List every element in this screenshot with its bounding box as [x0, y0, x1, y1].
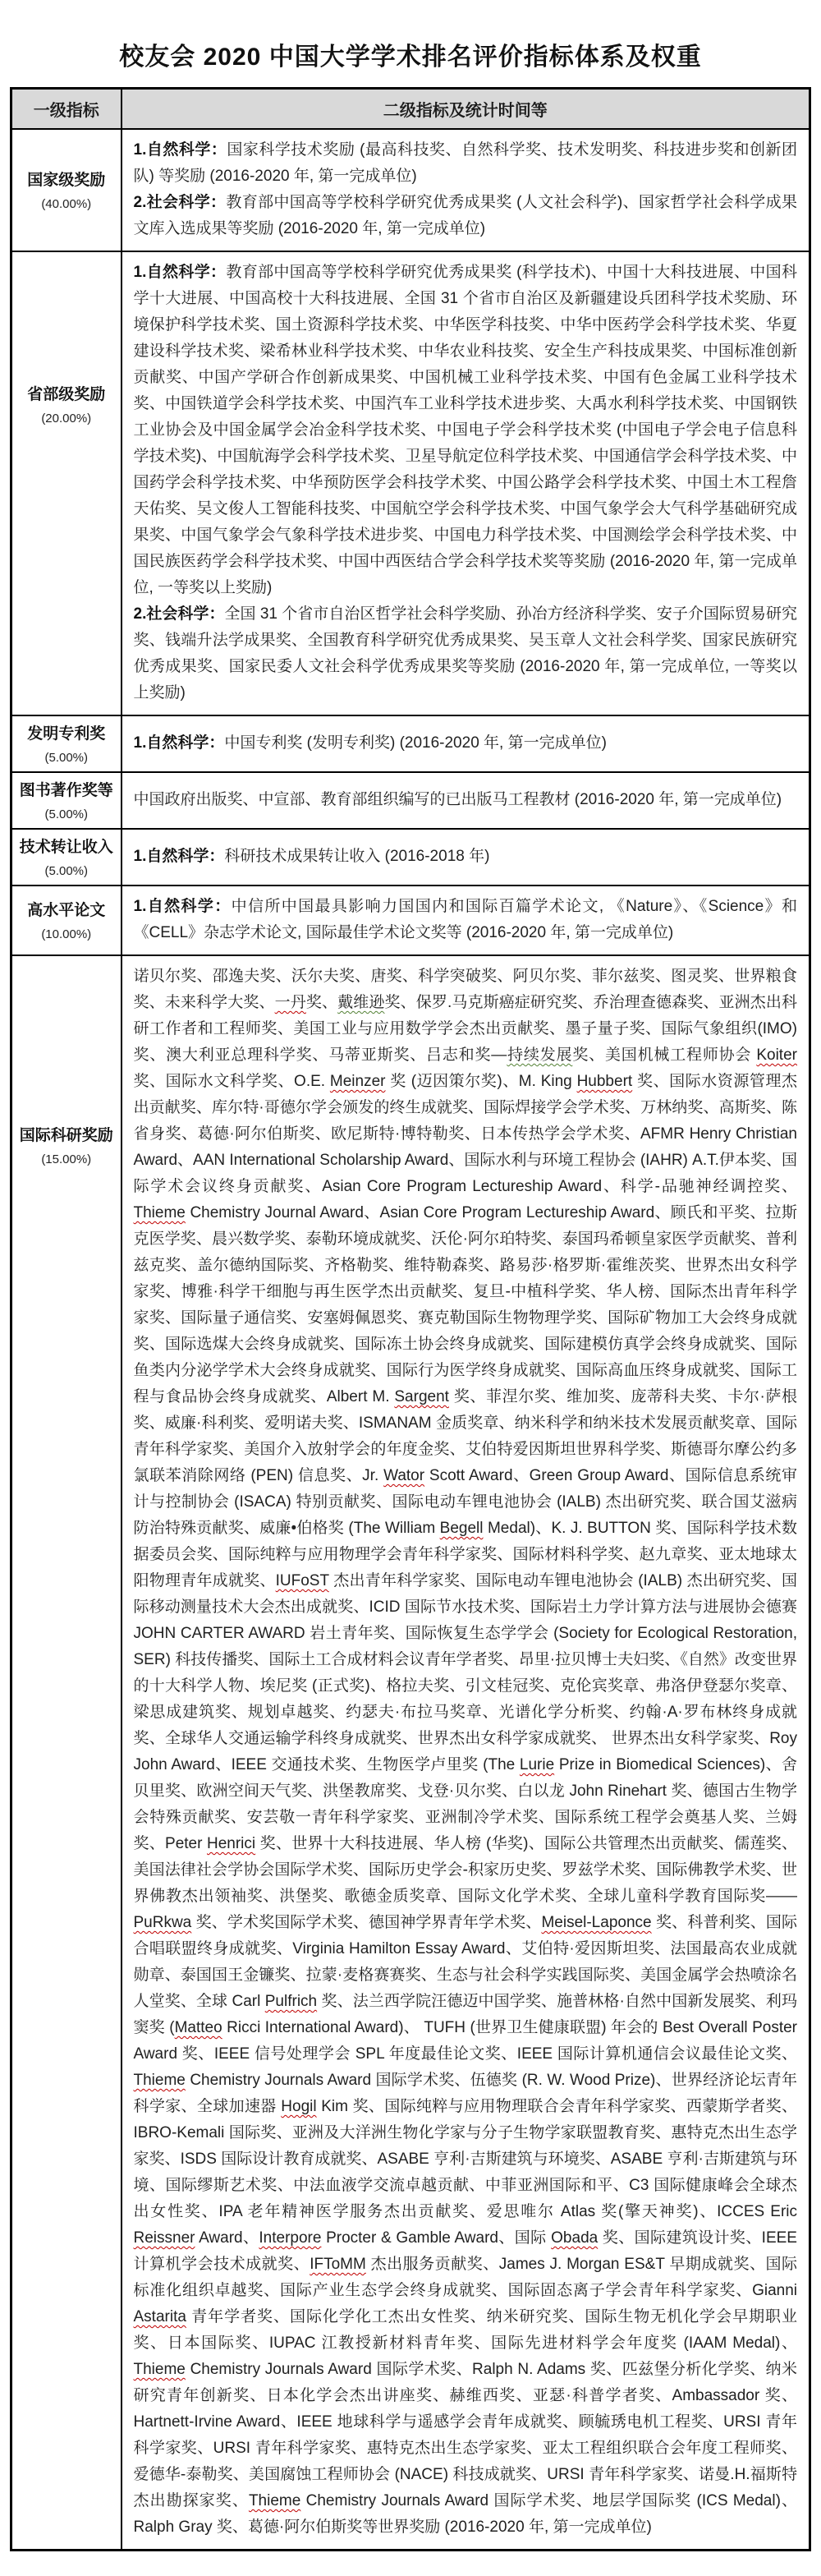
page-title: 校友会 2020 中国大学学术排名评价指标体系及权重: [119, 44, 702, 71]
item-category-prefix: 1.自然科学：: [133, 734, 225, 752]
table-row: [11, 715, 810, 772]
table-row: [11, 955, 810, 2551]
row-label: 图书著作奖等: [19, 782, 113, 799]
item-text: 国家科学技术奖励 (最高科技奖、自然科学奖、技术发明奖、科技进步奖和创新团队) 等奖励 (2016-2020 年, 第一完成单位): [133, 141, 797, 185]
item-category-prefix: 2.社会科学：: [133, 605, 225, 623]
indicator-item: [134, 260, 798, 601]
col-header-level2: 二级指标及统计时间等: [122, 89, 810, 130]
row-label: 国家级奖励: [27, 172, 106, 189]
row-weight: (10.00%): [41, 927, 92, 941]
item-text: 科研技术成果转让收入 (2016-2018 年): [224, 848, 490, 865]
row-label: 省部级奖励: [27, 386, 106, 403]
row-label-cell: [11, 772, 122, 829]
row-content: [122, 886, 810, 955]
row-content: [122, 251, 810, 715]
indicator-item: [134, 964, 798, 2541]
indicator-item: [134, 190, 798, 242]
indicator-item: [134, 894, 798, 946]
row-weight: (20.00%): [41, 412, 92, 426]
item-text: 教育部中国高等学校科学研究优秀成果奖 (人文社会科学)、国家哲学社会科学成果文库入选成果等奖励 (2016-2020 年, 第一完成单位): [133, 194, 797, 237]
item-category-prefix: 1.自然科学：: [133, 264, 227, 281]
indicator-item: [134, 137, 798, 190]
indicator-item: [134, 730, 798, 757]
row-content: [122, 772, 810, 829]
indicator-item: [134, 844, 798, 870]
item-category-prefix: 1.自然科学：: [133, 141, 227, 159]
item-text: 诺贝尔奖、邵逸夫奖、沃尔夫奖、唐奖、科学突破奖、阿贝尔奖、菲尔兹奖、图灵奖、世界粮食奖、未来科学大奖、一丹奖、戴维逊奖、保罗.马克斯癌症研究奖、乔治理查德森奖、亚洲杰出科研工作者和工程师奖、美国工业与应用数学学会杰出贡献奖、墨子量子奖、国际气象组织(IMO)奖、澳大利亚总理科学奖、马蒂亚斯奖、吕志和奖—持续发展奖、美国机械工程师协会 Koiter 奖、国际水文科学奖、O.E. Meinzer 奖 (迈因策尔奖)、M. King Hubbert 奖、国际水资源管理杰出贡献奖、库尔特·哥德尔学会颁发的终生成就奖、国际焊接学会学术奖、万林纳奖、高斯奖、陈省身奖、葛德·阿尔伯斯奖、欧尼斯特·博特勒奖、日本传热学会学术奖、AFMR Henry Christian Award、AAN International Scholarship Award、国际水利与环境工程协会 (IAHR) A.T.伊本奖、国际学术会议终身贡献奖、Asian Core Program Lectureship Award、科学-品驰神经调控奖、Thieme Chemistry Journal Award、Asian Core Program Lectureship Award、顾氏和平奖、拉斯克医学奖、晨兴数学奖、泰勒环境成就奖、沃伦·阿尔珀特奖、泰国玛希顿皇家医学贡献奖、普利兹克奖、盖尔德纳国际奖、齐格勒奖、维特勒森奖、路易莎·格罗斯·霍维茨奖、世界杰出女科学家奖、博雅·科学干细胞与再生医学杰出贡献奖、复旦-中植科学奖、华人榜、国际杰出青年科学家奖、国际量子通信奖、安塞姆佩恩奖、赛克勒国际生物物理学奖、国际矿物加工大会终身成就奖、国际选煤大会终身成就奖、国际冻土协会终身成就奖、国际建模仿真学会终身成就奖、国际鱼类内分泌学学术大会终身成就奖、国际行为医学终身成就奖、国际高血压终身成就奖、国际工程与食品协会终身成就奖、Albert M. Sargent 奖、菲涅尔奖、维加奖、庞蒂科夫奖、卡尔·萨根奖、威廉·科利奖、爱明诺夫奖、ISMANAM 金质奖章、纳米科学和纳米技术发展贡献奖章、国际青年科学家奖、美国介入放射学会的年度金奖、艾伯特爱因斯坦世界科学奖、斯德哥尔摩公约多氯联苯消除网络 (PEN) 信息奖、Jr. Wator Scott Award、Green Group Award、国际信息系统审计与控制协会 (ISACA) 特别贡献奖、国际电动车锂电池协会 (IALB) 杰出研究奖、联合国艾滋病防治特殊贡献奖、威廉•伯格奖 (The William Begell Medal)、K. J. BUTTON 奖、国际科学技术数据委员会奖、国际纯粹与应用物理学会青年科学家奖、国际材料科学奖、赵九章奖、亚太地球太阳物理青年成就奖、IUFoST 杰出青年科学家奖、国际电动车锂电池协会 (IALB) 杰出研究奖、国际移动测量技术大会杰出成就奖、ICID 国际节水技术奖、国际岩土力学计算方法与进展协会德赛 JOHN CARTER AWARD 岩土青年奖、国际恢复生态学学会 (Society for Ecological Restoration, SER) 科技传播奖、国际土工合成材料会议青年学者奖、昂里·拉贝博士夫妇奖、《自然》改变世界的十大科学人物、埃尼奖 (正式奖)、格拉夫奖、引文桂冠奖、克伦宾奖章、弗洛伊登瑟尔奖章、梁思成建筑奖、规划卓越奖、约瑟夫·布拉马奖章、光谱化学分析奖、约翰·A·罗布林终身成就奖、全球华人交通运输学科终身成就奖、世界杰出女科学家成就奖、 世界杰出女科学家奖、Roy John Award、IEEE 交通技术奖、生物医学卢里奖 (The Lurie Prize in Biomedical Sciences)、舍贝里奖、欧洲空间天气奖、洪堡教席奖、戈登·贝尔奖、白以龙 John Rinehart 奖、德国古生物学会特殊贡献奖、安芸敬一青年科学家奖、亚洲制冷学术奖、国际系统工程学会奠基人奖、兰姆奖、Peter Henrici 奖、世界十大科技进展、华人榜 (华奖)、国际公共管理杰出贡献奖、儒莲奖、美国法律社会学协会国际学术奖、国际历史学会-积家历史奖、罗兹学术奖、国际佛教学术奖、世界佛教杰出领袖奖、洪堡奖、歌德金质奖章、国际文化学术奖、全球儿童科学教育国际奖——PuRkwa 奖、学术奖国际学术奖、德国神学界青年学术奖、Meisel-Laponce 奖、科普利奖、国际合唱联盟终身成就奖、Virginia Hamilton Essay Award、艾伯特·爱因斯坦奖、法国最高农业成就勋章、泰国国王金镰奖、拉蒙·麦格赛赛奖、生态与社会科学实践国际奖、美国金属学会热喷涂名人堂奖、全球 Carl Pulfrich 奖、法兰西学院汪德迈中国学奖、施普林格·自然中国新发展奖、利玛窦奖 (Matteo Ricci International Award)、 TUFH (世界卫生健康联盟) 年会的 Best Overall Poster Award 奖、IEEE 信号处理学会 SPL 年度最佳论文奖、IEEE 国际计算机通信会议最佳论文奖、Thieme Chemistry Journals Award 国际学术奖、伍德奖 (R. W. Wood Prize)、世界经济论坛青年科学家、全球加速器 Hogil Kim 奖、国际纯粹与应用物理联合会青年科学家奖、西蒙斯学者奖、IBRO-Kemali 国际奖、亚洲及大洋洲生物化学家与分子生物学家联盟教育奖、惠特克杰出生态学家奖、ISDS 国际设计教育成就奖、ASABE 亨利·吉斯建筑与环境奖、ASABE 亨利·吉斯建筑与环境、国际缪斯艺术奖、中法血液学交流卓越贡献、中菲亚洲国际和平、C3 国际健康峰会全球杰出女性奖、IPA 老年精神医学服务杰出贡献奖、爱思唯尔 Atlas 奖(擎天神奖)、ICCES Eric Reissner Award、Interpore Procter & Gamble Award、国际 Obada 奖、国际建筑设计奖、IEEE 计算机学会技术成就奖、IFToMM 杰出服务贡献奖、James J. Morgan ES&T 早期成就奖、国际标准化组织卓越奖、国际产业生态学会终身成就奖、国际固态离子学会青年科学家奖、Gianni Astarita 青年学者奖、国际化学化工杰出女性奖、纳米研究奖、国际生物无机化学会早期职业奖、日本国际奖、IUPAC 江教授新材料青年奖、国际先进材料学会年度奖 (IAAM Medal)、Thieme Chemistry Journals Award 国际学术奖、Ralph N. Adams 奖、匹兹堡分析化学奖、纳米研究青年创新奖、日本化学会杰出讲座奖、赫维西奖、亚瑟·科普学者奖、Ambassador 奖、Hartnett-Irvine Award、IEEE 地球科学与遥感学会青年成就奖、顾毓琇电机工程奖、URSI 青年科学家奖、URSI 青年科学家奖、惠特克杰出生态学家奖、亚太工程组织联合会年度工程师奖、爱德华-泰勒奖、美国腐蚀工程师协会 (NACE) 科技成就奖、URSI 青年科学家奖、诺曼.H.福斯特杰出勘探家奖、Thieme Chemistry Journals Award 国际学术奖、地层学国际奖 (ICS Medal)、Ralph Gray 奖、葛德·阿尔伯斯奖等世界奖励 (2016-2020 年, 第一完成单位): [133, 968, 798, 2536]
row-label-cell: [11, 955, 122, 2551]
table-row: [11, 129, 810, 251]
table-row: [11, 251, 810, 715]
row-weight: (40.00%): [41, 197, 92, 211]
table-row: [11, 829, 810, 886]
row-label-cell: [11, 886, 122, 955]
row-label-cell: [11, 715, 122, 772]
row-content: [122, 715, 810, 772]
col-header-level1: 一级指标: [11, 89, 122, 130]
row-label-cell: [11, 251, 122, 715]
table-row: [11, 772, 810, 829]
item-category-prefix: 1.自然科学：: [133, 848, 225, 865]
row-label: 发明专利奖: [27, 725, 106, 743]
row-label: 国际科研奖励: [19, 1127, 113, 1144]
item-text: 全国 31 个省市自治区哲学社会科学奖励、孙冶方经济科学奖、安子介国际贸易研究奖、钱端升法学成果奖、全国教育科学研究优秀成果奖、吴玉章人文社会科学奖、国家民族研究优秀成果奖、国家民委人文社会科学优秀成果奖等奖励 (2016-2020 年, 第一完成单位, 一等奖以上奖励): [133, 605, 797, 702]
row-label-cell: [11, 829, 122, 886]
row-label-cell: [11, 129, 122, 251]
item-category-prefix: 2.社会科学：: [133, 194, 227, 211]
row-weight: (5.00%): [44, 807, 89, 821]
indicator-table: [10, 87, 811, 2551]
row-content: [122, 129, 810, 251]
item-category-prefix: 1.自然科学：: [133, 898, 232, 915]
table-row: [11, 886, 810, 955]
indicator-item: [134, 787, 798, 813]
row-content: [122, 955, 810, 2551]
row-weight: (5.00%): [44, 751, 89, 765]
row-weight: (15.00%): [41, 1152, 92, 1166]
header-row: [11, 89, 810, 130]
item-text: 教育部中国高等学校科学研究优秀成果奖 (科学技术)、中国十大科技进展、中国科学十大进展、中国高校十大科技进展、全国 31 个省市自治区及新疆建设兵团科学技术奖励、环境保护科学技术奖、国土资源科学技术奖、中华医学科技奖、中华中医药学会科学技术奖、华夏建设科学技术奖、梁希林业科学技术奖、中华农业科技奖、安全生产科技成果奖、中国标准创新贡献奖、中国产学研合作创新成果奖、中国机械工业科学技术奖、中国有色金属工业科学技术奖、中国铁道学会科学技术奖、中国汽车工业科学技术进步奖、大禹水利科学技术奖、中国钢铁工业协会及中国金属学会冶金科学技术奖、中国电子学会科学技术奖 (中国电子学会电子信息科学技术奖)、中国航海学会科学技术奖、卫星导航定位科学技术奖、中国通信学会科学技术奖、中国药学会科学技术奖、中华预防医学会科技学术奖、中国公路学会科学技术奖、中国土木工程詹天佑奖、吴文俊人工智能科技奖、中国航空学会科学技术奖、中国气象学会大气科学基础研究成果奖、中国气象学会气象科学技术进步奖、中国电力科学技术奖、中国测绘学会科学技术奖、中国民族医药学会科学技术奖、中国中西医结合学会科学技术奖等奖励 (2016-2020 年, 第一完成单位, 一等奖以上奖励): [133, 264, 797, 596]
item-text: 中国政府出版奖、中宣部、教育部组织编写的已出版马工程教材 (2016-2020 年, 第一完成单位): [133, 791, 782, 808]
row-content: [122, 829, 810, 886]
item-text: 中信所中国最具影响力国国内和国际百篇学术论文, 《Nature》、《Science》和《CELL》杂志学术论文, 国际最佳学术论文奖等 (2016-2020 年, 第一完成单位): [133, 898, 797, 941]
indicator-item: [134, 601, 798, 706]
row-label: 技术转让收入: [19, 839, 113, 856]
item-text: 中国专利奖 (发明专利奖) (2016-2020 年, 第一完成单位): [224, 734, 607, 752]
row-weight: (5.00%): [44, 864, 89, 878]
row-label: 高水平论文: [27, 902, 106, 919]
